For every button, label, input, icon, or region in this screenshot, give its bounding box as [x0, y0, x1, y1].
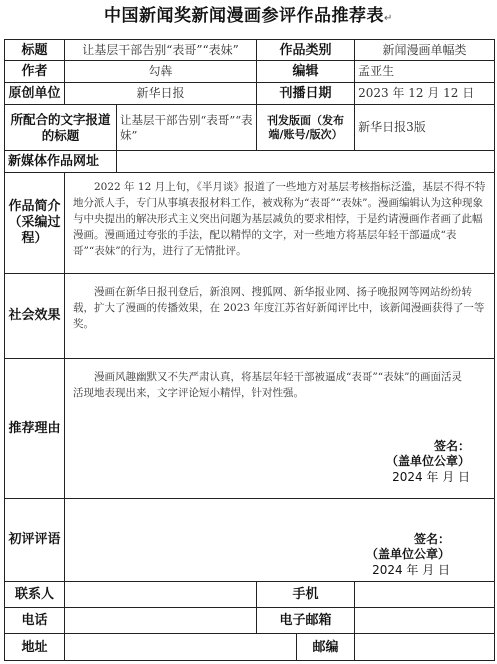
- category-value[interactable]: 新闻漫画单幅类: [355, 40, 495, 61]
- row-intro: [5, 173, 495, 274]
- layout-label: 刊发版面（发布端/账号/版次）: [257, 105, 355, 151]
- address-value[interactable]: [65, 634, 297, 661]
- review-label: 初评评语: [5, 499, 65, 582]
- row-contact: [5, 582, 495, 608]
- newmedia-value[interactable]: [117, 151, 495, 173]
- headline-value[interactable]: 让基层干部告别“表哥”“表妹”: [65, 40, 257, 61]
- row-tel: [5, 608, 495, 634]
- reason-seal: （盖单位公章）: [386, 454, 471, 468]
- contact-value[interactable]: [65, 582, 257, 608]
- newmedia-label: 新媒体作品网址: [5, 151, 117, 173]
- row-unit: [5, 83, 495, 105]
- zip-value[interactable]: [355, 634, 495, 661]
- intro-label: 作品简介（采编过程）: [5, 173, 65, 274]
- unit-label: 原创单位: [5, 83, 65, 105]
- editor-label: 编辑: [257, 61, 355, 83]
- reason-sign: 签名：: [434, 439, 471, 453]
- recommendation-form-table: [4, 39, 495, 661]
- title-text: 中国新闻奖新闻漫画参评作品推荐表: [104, 6, 385, 26]
- headline-label: 标题: [5, 40, 65, 61]
- row-headline: [5, 40, 495, 61]
- reason-text: 漫画风趣幽默又不失严肃认真，将基层年轻干部被逼成“表哥”“表妹”的画面活灵活现地表现出来，文字评论短小精悍，针对性强。: [73, 371, 462, 399]
- row-address: [5, 634, 495, 661]
- layout-value[interactable]: 新华日报3版: [355, 105, 495, 151]
- date-value[interactable]: 2023 年 12 月 12 日: [355, 83, 495, 105]
- row-review: [5, 499, 495, 582]
- reason-date: 2024 年 月 日: [392, 470, 471, 484]
- review-text-cell[interactable]: [65, 499, 495, 582]
- unit-value[interactable]: 新华日报: [65, 83, 257, 105]
- email-value[interactable]: [355, 608, 495, 634]
- row-related: [5, 105, 495, 151]
- effect-text: 漫画在新华日报刊登后，新浪网、搜狐网、新华报业网、扬子晚报网等网站纷纷转载，扩大了漫画的传播效果，在 2023 年度江苏省好新闻评比中，该新闻漫画获得了一等奖。: [73, 286, 485, 330]
- intro-text-cell[interactable]: [65, 173, 495, 274]
- tel-value[interactable]: [65, 608, 257, 634]
- review-seal: （盖单位公章）: [366, 547, 451, 561]
- row-effect: [5, 274, 495, 359]
- effect-label: 社会效果: [5, 274, 65, 359]
- effect-text-cell[interactable]: [65, 274, 495, 359]
- intro-text: 2022 年 12 月上旬，《半月谈》报道了一些地方对基层考核指标泛滥，基层不得不特地分派人手，专门从事填表报材料工作，被戏称为“表哥”“表妹”。漫画编辑认为这种现象与中央提出的解决形式主义突出问题为基层减负的要求相悖，于是约请漫画作者画了此幅漫画。漫画通过夸张的手法，配以精悍的文字，对一些地方将基层年轻干部逼成“表哥”“表妹”的行为，进行了无情批评。: [73, 181, 486, 257]
- tel-label: 电话: [5, 608, 65, 634]
- phone-value[interactable]: [355, 582, 495, 608]
- category-label: 作品类别: [257, 40, 355, 61]
- related-value[interactable]: 让基层干部告别“表哥”“表妹”: [117, 105, 257, 151]
- reason-label: 推荐理由: [5, 359, 65, 499]
- zip-label: 邮编: [297, 634, 355, 661]
- row-newmedia: [5, 151, 495, 173]
- author-label: 作者: [5, 61, 65, 83]
- paragraph-mark-icon: ↵: [384, 13, 393, 24]
- phone-label: 手机: [257, 582, 355, 608]
- email-label: 电子邮箱: [257, 608, 355, 634]
- date-label: 刊播日期: [257, 83, 355, 105]
- author-value[interactable]: 勾犇: [65, 61, 257, 83]
- review-sign: 签名：: [414, 532, 451, 546]
- review-date: 2024 年 月 日: [372, 563, 451, 577]
- contact-label: 联系人: [5, 582, 65, 608]
- row-reason: [5, 359, 495, 499]
- reason-text-cell[interactable]: [65, 359, 495, 499]
- editor-value[interactable]: 孟亚生: [355, 61, 495, 83]
- row-author: [5, 61, 495, 83]
- related-label: 所配合的文字报道的标题: [5, 105, 117, 151]
- form-title: [0, 1, 497, 26]
- address-label: 地址: [5, 634, 65, 661]
